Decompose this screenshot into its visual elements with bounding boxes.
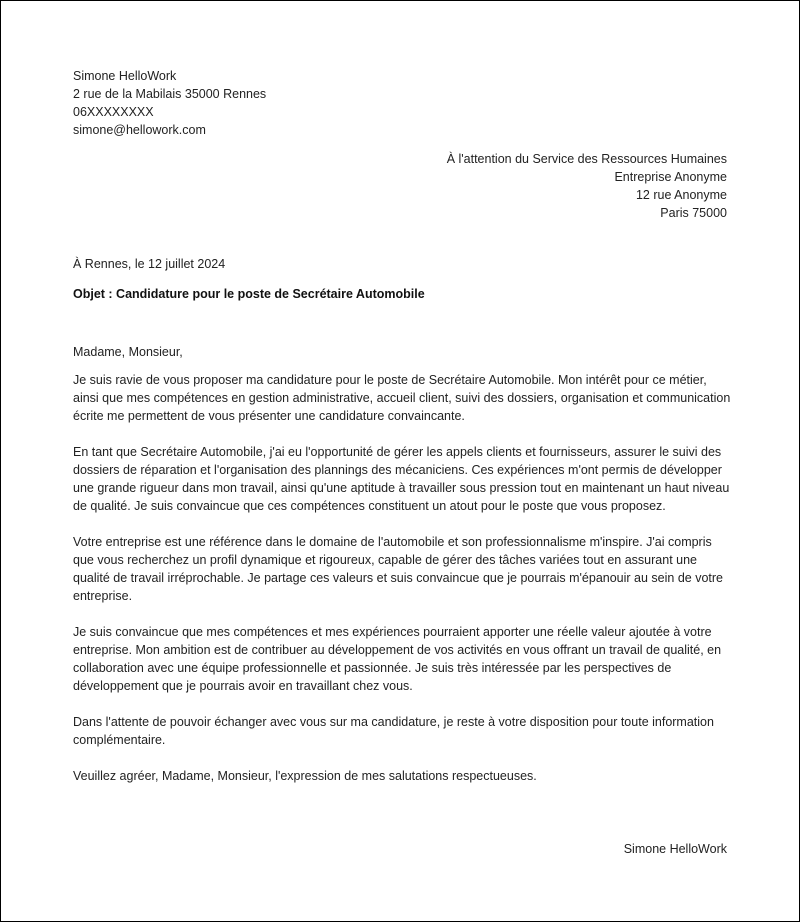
paragraph-company: Votre entreprise est une référence dans le domaine de l'automobile et son professionnalisme m'inspire. J'ai compris que vous recherchez un profil dynamique et rigoureux, capable de gérer des tâches variées tout en assurant une qualité de travail irréprochable. Je partage ces valeurs et suis convaincue que je pourrais m'épanouir au sein de votre entreprise. [73, 535, 723, 603]
paragraph-motivation: Je suis convaincue que mes compétences et mes expériences pourraient apporter une réelle valeur ajoutée à votre entreprise. Mon ambition est de contribuer au développement de vos activités en vous offrant un travail de qualité, en collaboration avec une équipe professionnelle et passionnée. Je suis très intéressée par les perspectives de développement que je pourrais avoir en travaillant chez vous. [73, 625, 722, 693]
recipient-city: Paris 75000 [660, 206, 727, 220]
greeting: Madame, Monsieur, [73, 345, 183, 359]
letter-body [73, 343, 733, 803]
recipient-attention: À l'attention du Service des Ressources Humaines [446, 152, 727, 166]
sender-block [73, 67, 266, 139]
recipient-block [447, 150, 727, 222]
paragraph-availability: Dans l'attente de pouvoir échanger avec vous sur ma candidature, je reste à votre disposition pour toute information complémentaire. [73, 715, 714, 747]
signature: Simone HelloWork [623, 842, 727, 856]
recipient-company: Entreprise Anonyme [614, 170, 727, 184]
sender-name: Simone HelloWork [73, 69, 177, 83]
paragraph-experience: En tant que Secrétaire Automobile, j'ai eu l'opportunité de gérer les appels clients et fournisseurs, assurer le suivi des dossiers de réparation et l'organisation des plannings des mécaniciens. Ces expériences m'ont permis de développer une grande rigueur dans mon travail, ainsi qu'une aptitude à travailler sous pression tout en maintenant un haut niveau de qualité. Je suis convaincue que ces compétences constituent un atout pour le poste que vous proposez. [73, 445, 730, 513]
letter-date: À Rennes, le 12 juillet 2024 [73, 257, 226, 271]
letter-subject: Objet : Candidature pour le poste de Secrétaire Automobile [73, 287, 425, 301]
sender-phone: 06XXXXXXXX [73, 105, 154, 119]
recipient-street: 12 rue Anonyme [635, 188, 727, 202]
paragraph-closing: Veuillez agréer, Madame, Monsieur, l'expression de mes salutations respectueuses. [73, 769, 537, 783]
paragraph-intro: Je suis ravie de vous proposer ma candidature pour le poste de Secrétaire Automobile. Mon intérêt pour ce métier, ainsi que mes compétences en gestion administrative, accueil client, suivi des dossiers, organisation et communication écrite me permettent de vous présenter une candidature convaincante. [73, 373, 731, 423]
sender-email: simone@hellowork.com [73, 123, 206, 137]
sender-address: 2 rue de la Mabilais 35000 Rennes [73, 87, 267, 101]
